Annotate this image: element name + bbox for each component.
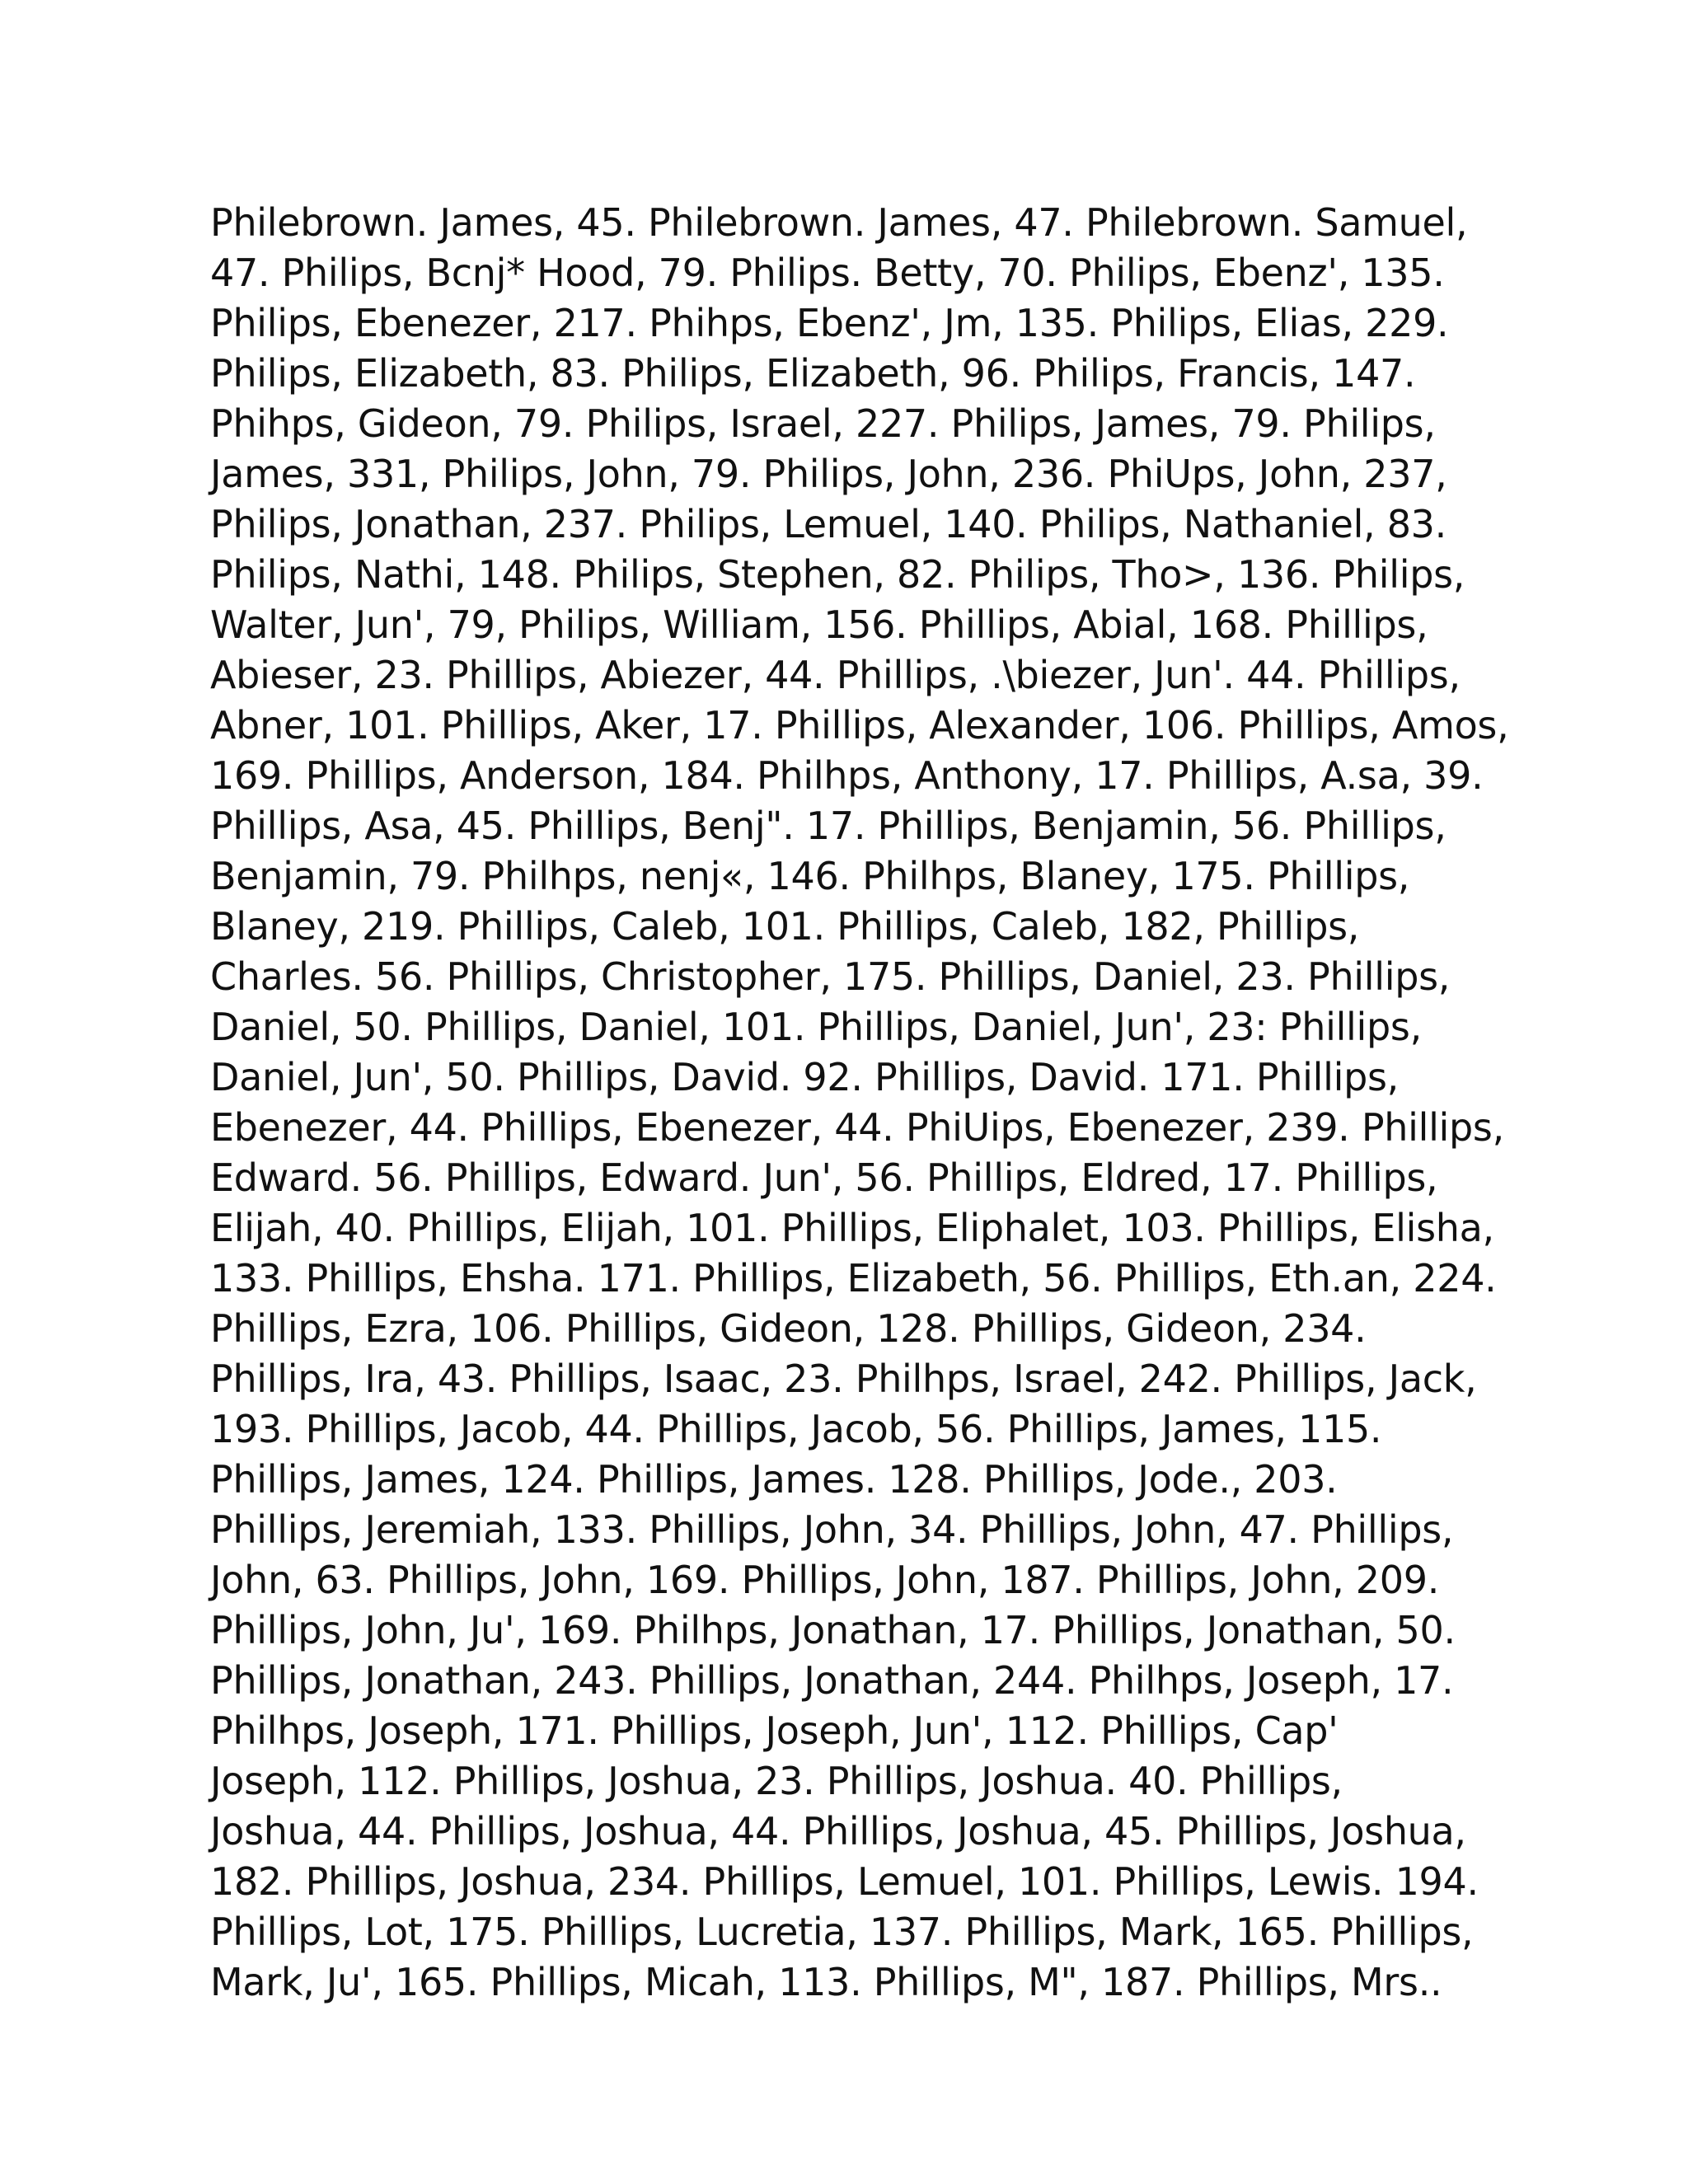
text-line: Elijah, 40. Phillips, Elijah, 101. Phillips, Eliphalet, 103. Phillips, Elisha, — [210, 1206, 1494, 1250]
text-line: Mark, Ju', 165. Phillips, Micah, 113. Phillips, M", 187. Phillips, Mrs.. — [210, 1960, 1442, 2004]
text-line: Phillips, John, Ju', 169. Philhps, Jonathan, 17. Phillips, Jonathan, 50. — [210, 1608, 1456, 1652]
text-line: James, 331, Philips, John, 79. Philips, John, 236. PhiUps, John, 237, — [210, 452, 1447, 496]
text-line: 47. Philips, Bcnj* Hood, 79. Philips. Betty, 70. Philips, Ebenz', 135. — [210, 251, 1445, 295]
text-line: 133. Phillips, Ehsha. 171. Phillips, Elizabeth, 56. Phillips, Eth.an, 224. — [210, 1256, 1497, 1301]
text-line: Daniel, Jun', 50. Phillips, David. 92. Phillips, David. 171. Phillips, — [210, 1055, 1399, 1099]
text-line: Benjamin, 79. Philhps, nenj«, 146. Philhps, Blaney, 175. Phillips, — [210, 854, 1410, 898]
text-line: Philips, Nathi, 148. Philips, Stephen, 82. Philips, Tho>, 136. Philips, — [210, 552, 1465, 597]
text-line: Abieser, 23. Phillips, Abiezer, 44. Phillips, .\biezer, Jun'. 44. Phillips, — [210, 653, 1461, 697]
text-line: Edward. 56. Phillips, Edward. Jun', 56. Phillips, Eldred, 17. Phillips, — [210, 1155, 1438, 1200]
text-line: 169. Phillips, Anderson, 184. Philhps, Anthony, 17. Phillips, A.sa, 39. — [210, 753, 1484, 798]
text-line: Phillips, Jeremiah, 133. Phillips, John, 34. Phillips, John, 47. Phillips, — [210, 1507, 1454, 1552]
text-line: Ebenezer, 44. Phillips, Ebenezer, 44. PhiUips, Ebenezer, 239. Phillips, — [210, 1105, 1504, 1150]
text-line: 182. Phillips, Joshua, 234. Phillips, Lemuel, 101. Phillips, Lewis. 194. — [210, 1859, 1479, 1904]
text-line: 193. Phillips, Jacob, 44. Phillips, Jacob, 56. Phillips, James, 115. — [210, 1407, 1382, 1451]
text-line: Phihps, Gideon, 79. Philips, Israel, 227. Philips, James, 79. Philips, — [210, 401, 1436, 446]
text-line: Phillips, Ira, 43. Phillips, Isaac, 23. Philhps, Israel, 242. Phillips, Jack, — [210, 1357, 1477, 1401]
text-line: Blaney, 219. Phillips, Caleb, 101. Phillips, Caleb, 182, Phillips, — [210, 904, 1360, 949]
text-line: Joshua, 44. Phillips, Joshua, 44. Phillips, Joshua, 45. Phillips, Joshua, — [210, 1809, 1466, 1854]
text-line: Walter, Jun', 79, Philips, William, 156. Phillips, Abial, 168. Phillips, — [210, 602, 1428, 647]
text-line: Philhps, Joseph, 171. Phillips, Joseph, Jun', 112. Phillips, Cap' — [210, 1708, 1339, 1753]
text-line: Phillips, James, 124. Phillips, James. 128. Phillips, Jode., 203. — [210, 1457, 1338, 1502]
text-line: Abner, 101. Phillips, Aker, 17. Phillips, Alexander, 106. Phillips, Amos, — [210, 703, 1509, 748]
text-line: Philips, Ebenezer, 217. Phihps, Ebenz', Jm, 135. Philips, Elias, 229. — [210, 301, 1449, 345]
text-line: Joseph, 112. Phillips, Joshua, 23. Phillips, Joshua. 40. Phillips, — [210, 1759, 1343, 1803]
text-line: Phillips, Lot, 175. Phillips, Lucretia, 137. Phillips, Mark, 165. Phillips, — [210, 1910, 1474, 1954]
text-line: Daniel, 50. Phillips, Daniel, 101. Phillips, Daniel, Jun', 23: Phillips, — [210, 1005, 1422, 1049]
index-text-block — [210, 198, 1529, 2008]
text-line: John, 63. Phillips, John, 169. Phillips, John, 187. Phillips, John, 209. — [210, 1558, 1440, 1602]
text-line: Philebrown. James, 45. Philebrown. James, 47. Philebrown. Samuel, — [210, 200, 1468, 245]
text-line: Philips, Elizabeth, 83. Philips, Elizabeth, 96. Philips, Francis, 147. — [210, 351, 1416, 396]
text-line: Philips, Jonathan, 237. Philips, Lemuel, 140. Philips, Nathaniel, 83. — [210, 502, 1447, 546]
text-line: Charles. 56. Phillips, Christopher, 175. Phillips, Daniel, 23. Phillips, — [210, 954, 1451, 999]
text-line: Phillips, Asa, 45. Phillips, Benj". 17. Phillips, Benjamin, 56. Phillips, — [210, 804, 1447, 848]
text-line: Phillips, Jonathan, 243. Phillips, Jonathan, 244. Philhps, Joseph, 17. — [210, 1658, 1454, 1703]
text-line: Phillips, Ezra, 106. Phillips, Gideon, 128. Phillips, Gideon, 234. — [210, 1306, 1367, 1351]
